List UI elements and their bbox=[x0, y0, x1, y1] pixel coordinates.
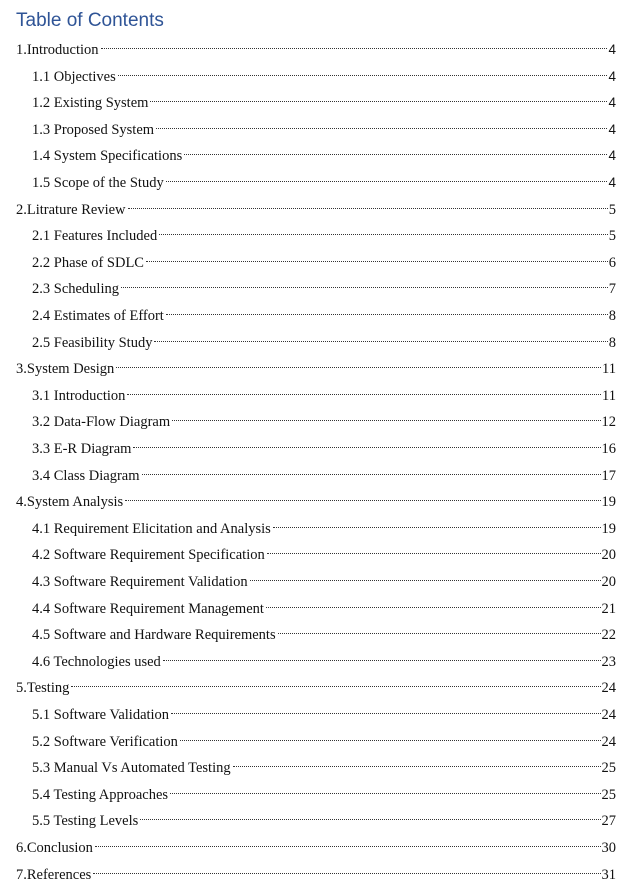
dot-leader bbox=[278, 617, 601, 639]
toc-entry[interactable] bbox=[16, 192, 616, 218]
toc-entry-page-number: 11 bbox=[602, 387, 616, 404]
toc-entry-label[interactable]: 3.1 Introduction bbox=[32, 387, 126, 404]
dot-leader bbox=[125, 484, 600, 506]
toc-entry[interactable] bbox=[32, 724, 616, 750]
toc-entry[interactable] bbox=[32, 218, 616, 245]
toc-entry-page-number: 20 bbox=[601, 574, 616, 590]
toc-entry[interactable] bbox=[32, 511, 616, 537]
toc-entry-label[interactable]: 4.System Analysis bbox=[16, 494, 124, 511]
toc-entry-label[interactable]: 2.3 Scheduling bbox=[32, 281, 119, 298]
toc-entry-page-number: 25 bbox=[601, 760, 616, 777]
toc-entry-page-number: 24 bbox=[601, 680, 616, 697]
toc-entry-label[interactable]: 4.2 Software Requirement Specification bbox=[32, 547, 265, 564]
toc-entry-label[interactable]: 5.3 Manual Vs Automated Testing bbox=[32, 760, 231, 777]
toc-entry-page-number: 24 bbox=[601, 707, 616, 723]
toc-entry-page-number: 7 bbox=[608, 281, 616, 298]
toc-entry-page-number: 4 bbox=[608, 42, 616, 57]
dot-leader bbox=[172, 404, 600, 426]
toc-entry-page-number: 12 bbox=[601, 414, 616, 431]
toc-entry[interactable] bbox=[32, 803, 616, 830]
toc-entry-page-number: 19 bbox=[601, 520, 616, 537]
dot-leader bbox=[156, 112, 607, 134]
toc-entry[interactable] bbox=[16, 32, 616, 58]
dot-leader bbox=[233, 750, 601, 772]
dot-leader bbox=[95, 830, 601, 852]
toc-entry-page-number: 30 bbox=[601, 840, 616, 856]
toc-entry-label[interactable]: 2.2 Phase of SDLC bbox=[32, 254, 144, 271]
dot-leader bbox=[146, 245, 608, 267]
dot-leader bbox=[266, 591, 601, 613]
toc-entry-label[interactable]: 3.3 E-R Diagram bbox=[32, 441, 132, 457]
toc-entry-page-number: 20 bbox=[601, 547, 616, 564]
toc-entry-label[interactable]: 3.4 Class Diagram bbox=[32, 467, 140, 484]
toc-entry[interactable] bbox=[32, 644, 616, 670]
toc-entry[interactable] bbox=[32, 85, 616, 112]
toc-entry[interactable] bbox=[16, 484, 616, 511]
toc-entry[interactable] bbox=[32, 59, 616, 85]
dot-leader bbox=[133, 431, 600, 453]
dot-leader bbox=[171, 697, 600, 719]
toc-entry-page-number: 22 bbox=[601, 627, 616, 644]
toc-entry-label[interactable]: 5.5 Testing Levels bbox=[32, 813, 139, 830]
toc-entry[interactable] bbox=[16, 857, 616, 883]
toc-entry-page-number: 21 bbox=[601, 600, 616, 617]
toc-title: Table of Contents bbox=[16, 10, 164, 31]
toc-entry[interactable] bbox=[16, 351, 616, 378]
dot-leader bbox=[180, 724, 601, 746]
toc-entry-label[interactable]: 4.1 Requirement Elicitation and Analysis bbox=[32, 520, 271, 537]
toc-entry[interactable] bbox=[32, 537, 616, 564]
dot-leader bbox=[154, 325, 607, 347]
dot-leader bbox=[142, 458, 601, 480]
dot-leader bbox=[118, 59, 608, 81]
toc-entry[interactable] bbox=[32, 617, 616, 644]
toc-entry-page-number: 4 bbox=[608, 175, 616, 190]
toc-entry-label[interactable]: 5.2 Software Verification bbox=[32, 733, 178, 750]
toc-entry[interactable] bbox=[32, 591, 616, 617]
toc-entry[interactable] bbox=[32, 697, 616, 723]
toc-entry-label[interactable]: 2.4 Estimates of Effort bbox=[32, 308, 164, 324]
toc-entry-label[interactable]: 2.5 Feasibility Study bbox=[32, 334, 153, 351]
toc-entry-label[interactable]: 5.Testing bbox=[16, 680, 70, 697]
toc-entry-page-number: 4 bbox=[608, 68, 616, 84]
dot-leader bbox=[127, 378, 601, 400]
toc-entry-page-number: 24 bbox=[601, 733, 616, 750]
dot-leader bbox=[184, 138, 607, 160]
dot-leader bbox=[93, 857, 600, 879]
toc-entry-label[interactable]: 1.1 Objectives bbox=[32, 68, 116, 85]
toc-entry-label[interactable]: 6.Conclusion bbox=[16, 840, 93, 856]
toc-entry-label[interactable]: 1.3 Proposed System bbox=[32, 121, 155, 138]
toc-entry[interactable] bbox=[32, 325, 616, 351]
dot-leader bbox=[267, 537, 601, 559]
toc-entry[interactable] bbox=[32, 378, 616, 404]
dot-leader bbox=[166, 298, 608, 320]
toc-entry-label[interactable]: 4.5 Software and Hardware Requirements bbox=[32, 627, 276, 644]
toc-entry-page-number: 6 bbox=[608, 254, 616, 271]
toc-entry-label[interactable]: 2.1 Features Included bbox=[32, 228, 158, 245]
toc-entry-page-number: 25 bbox=[601, 786, 616, 803]
dot-leader bbox=[116, 351, 601, 373]
toc-entry-page-number: 31 bbox=[601, 866, 616, 883]
toc-entry[interactable] bbox=[16, 670, 616, 697]
toc-entry[interactable] bbox=[32, 458, 616, 484]
toc-entry[interactable] bbox=[32, 138, 616, 165]
toc-entry-page-number: 8 bbox=[608, 334, 616, 351]
toc-entry-label[interactable]: 4.4 Software Requirement Management bbox=[32, 600, 264, 617]
toc-entry-label[interactable]: 4.6 Technologies used bbox=[32, 653, 161, 670]
toc-entry-label[interactable]: 2.Litrature Review bbox=[16, 201, 126, 218]
toc-entry-label[interactable]: 3.System Design bbox=[16, 361, 115, 378]
dot-leader bbox=[273, 511, 601, 533]
dot-leader bbox=[150, 85, 607, 107]
toc-entry[interactable] bbox=[32, 750, 616, 777]
toc-entry-label[interactable]: 5.4 Testing Approaches bbox=[32, 786, 169, 803]
toc-entry-label[interactable]: 1.4 System Specifications bbox=[32, 148, 183, 165]
toc-entry-page-number: 11 bbox=[602, 361, 616, 378]
dot-leader bbox=[101, 32, 608, 54]
dot-leader bbox=[71, 670, 600, 692]
toc-entry[interactable] bbox=[32, 271, 616, 298]
toc-entry[interactable] bbox=[32, 298, 616, 324]
dot-leader bbox=[121, 271, 608, 293]
toc-entry-label[interactable]: 7.References bbox=[16, 866, 92, 883]
dot-leader bbox=[170, 777, 600, 799]
toc-entry[interactable] bbox=[32, 245, 616, 271]
toc-entry[interactable] bbox=[32, 165, 616, 191]
toc-entry-page-number: 5 bbox=[608, 228, 616, 245]
toc-entry[interactable] bbox=[32, 404, 616, 431]
toc-entry-page-number: 23 bbox=[601, 653, 616, 670]
toc-entry-label[interactable]: 1.5 Scope of the Study bbox=[32, 175, 164, 191]
toc-entry-label[interactable]: 3.2 Data-Flow Diagram bbox=[32, 414, 171, 431]
dot-leader bbox=[166, 165, 608, 187]
dot-leader bbox=[163, 644, 601, 666]
dot-leader bbox=[250, 564, 601, 586]
toc-entry[interactable] bbox=[16, 830, 616, 856]
toc-entry-page-number: 27 bbox=[601, 813, 616, 830]
dot-leader bbox=[159, 218, 608, 240]
toc-entry-page-number: 5 bbox=[608, 201, 616, 218]
toc-entry-page-number: 17 bbox=[601, 467, 616, 484]
toc-entry-label[interactable]: 1.2 Existing System bbox=[32, 95, 149, 112]
toc-entry[interactable] bbox=[32, 112, 616, 138]
toc-entry-page-number: 4 bbox=[608, 148, 616, 164]
dot-leader bbox=[140, 803, 600, 825]
toc-entry-page-number: 4 bbox=[608, 95, 616, 111]
toc-entry[interactable] bbox=[32, 431, 616, 457]
toc-entry[interactable] bbox=[32, 777, 616, 803]
toc-entry-page-number: 19 bbox=[601, 494, 616, 511]
toc-entry-page-number: 8 bbox=[608, 308, 616, 324]
toc-entry-page-number: 16 bbox=[601, 441, 616, 457]
toc-entry-label[interactable]: 1.Introduction bbox=[16, 42, 99, 58]
toc-entry-page-number: 4 bbox=[608, 121, 616, 137]
toc-entry-label[interactable]: 4.3 Software Requirement Validation bbox=[32, 574, 248, 590]
dot-leader bbox=[128, 192, 608, 214]
toc-entry-label[interactable]: 5.1 Software Validation bbox=[32, 707, 170, 723]
toc-entry[interactable] bbox=[32, 564, 616, 590]
